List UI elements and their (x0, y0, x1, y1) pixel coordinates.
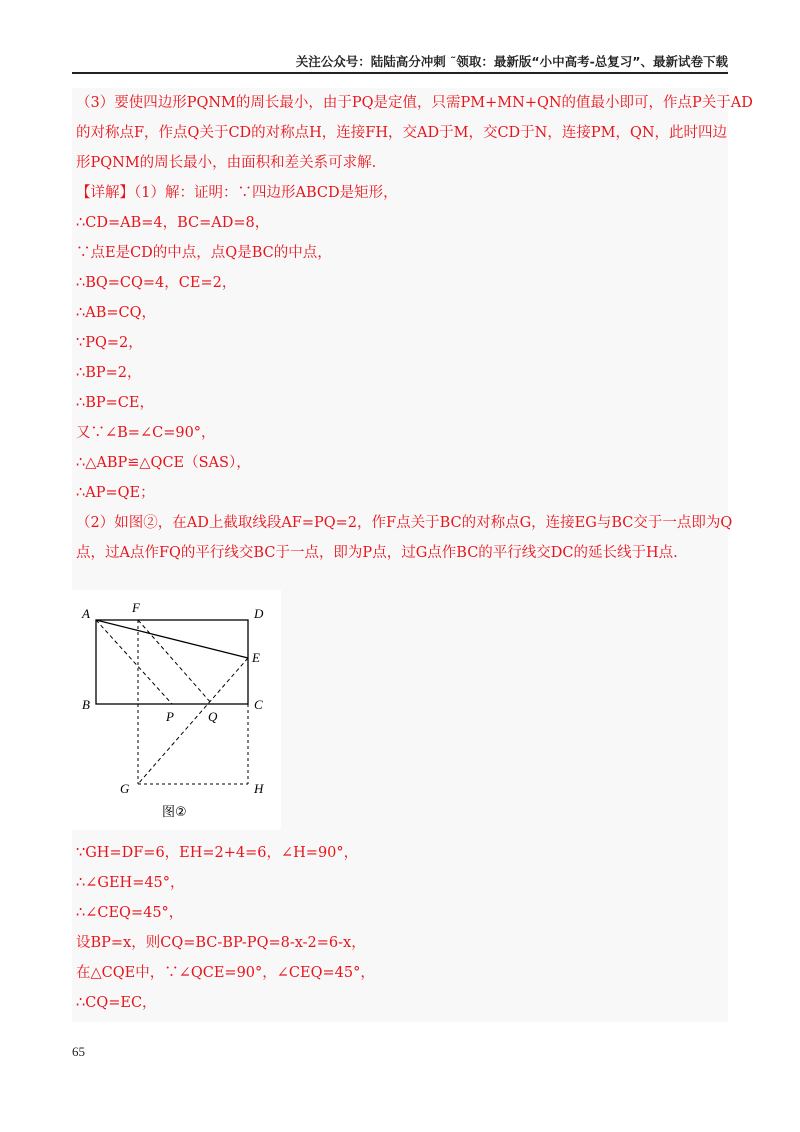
solution-line: ∵GH=DF=6，EH=2+4=6，∠H=90°， (76, 845, 359, 861)
header-rule (72, 72, 728, 74)
label-e: E (252, 650, 260, 665)
solution-line: ∵PQ=2， (76, 335, 143, 351)
page-header: 关注公众号：陆陆高分冲刺 ˜领取：最新版“小中高考-总复习”、最新试卷下载 (295, 54, 728, 69)
solution-line: ∴CQ=EC， (76, 995, 157, 1011)
label-q: Q (208, 709, 218, 724)
geometry-figure (72, 590, 281, 830)
rectangle-abcd (96, 620, 248, 704)
label-h: H (254, 781, 264, 796)
label-g: G (120, 781, 130, 796)
label-c: C (254, 697, 263, 712)
segment-fq (138, 620, 212, 704)
page-number: 65 (72, 1044, 85, 1059)
solution-line: 又∵∠B=∠C=90°， (76, 425, 216, 441)
solution-line: ∴AB=CQ， (76, 305, 156, 321)
solution-line: ∴CD=AB=4，BC=AD=8， (76, 215, 270, 231)
label-d: D (254, 606, 264, 621)
solution-content (72, 88, 753, 1022)
solution-line: 的对称点F，作点Q关于CD的对称点H，连接FH，交AD于M，交CD于N，连接PM，QN，此时四边 (76, 125, 728, 141)
solution-text-bottom (72, 830, 728, 1022)
segment-eg (138, 658, 248, 784)
solution-line: ∴∠CEQ=45°， (76, 905, 184, 921)
solution-line: （2）如图②，在AD上截取线段AF=PQ=2，作F点关于BC的对称点G，连接EG与BC交于一点即为Q (76, 515, 733, 531)
segment-ap (96, 620, 172, 704)
solution-line: ∴△ABP≌△QCE（SAS）， (76, 455, 251, 471)
solution-line: ∴BQ=CQ=4，CE=2， (76, 275, 237, 291)
solution-line: ∴∠GEH=45°， (76, 875, 185, 891)
geometry-diagram (72, 590, 281, 830)
solution-line: 形PQNM的周长最小，由面积和差关系可求解. (76, 155, 377, 171)
label-p: P (166, 709, 174, 724)
label-a: A (82, 606, 90, 621)
solution-line: 点，过A点作FQ的平行线交BC于一点，即为P点，过G点作BC的平行线交DC的延长线于H点. (76, 545, 678, 561)
solution-line: ∵点E是CD的中点，点Q是BC的中点， (76, 245, 332, 261)
solution-line: （3）要使四边形PQNM的周长最小，由于PQ是定值，只需PM+MN+QN的值最小即可，作点P关于AD (76, 95, 753, 111)
solution-line-detail-heading: 【详解】（1）解：证明：∵四边形ABCD是矩形， (76, 185, 398, 201)
figure-caption: 图② (162, 805, 187, 820)
segment-ae (96, 620, 248, 658)
figure-area (72, 590, 728, 830)
label-f: F (132, 600, 140, 615)
solution-line: 设BP=x，则CQ=BC-BP-PQ=8-x-2=6-x， (76, 935, 366, 951)
solution-line: ∴BP=2， (76, 365, 142, 381)
solution-line: ∴AP=QE； (76, 485, 155, 501)
solution-line: 在△CQE中，∵∠QCE=90°，∠CEQ=45°， (76, 965, 375, 981)
label-b: B (82, 697, 90, 712)
solution-text-top (72, 88, 753, 590)
solution-line: ∴BP=CE， (76, 395, 154, 411)
